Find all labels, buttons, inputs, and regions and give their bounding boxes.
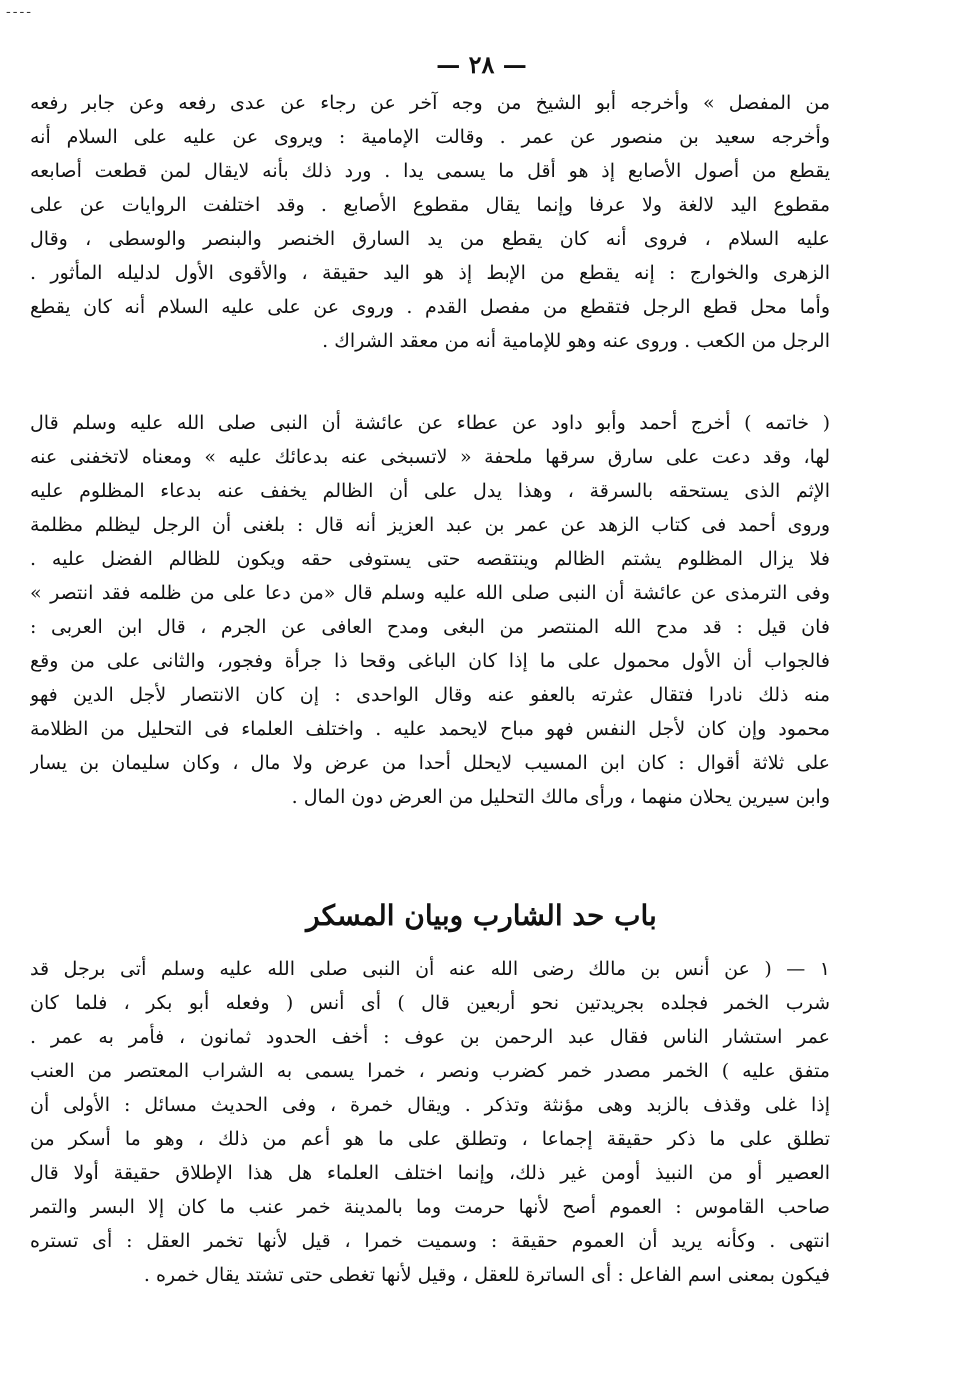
paragraph-1: [30, 86, 830, 358]
text-line: ١ — ( عن أنس بن مالك رضى الله عنه أن النبى صلى الله عليه وسلم أتى برجل قد: [30, 958, 830, 980]
text-line: وروى أحمد فى كتاب الزهد عن عمر بن عبد العزيز أنه قال : بلغنى أن الرجل ليظلم مظلمة: [30, 514, 830, 536]
text-line: فيكون بمعنى اسم الفاعل : أى الساترة للعقل ، وقيل لأنها تغطى حتى تشتد يقال خمره .: [143, 1264, 830, 1286]
text-line: العصير أو من النبيذ أومن غير ذلك، وإنما اختلف العلماء هل هذا الإطلاق حقيقة أولا قال: [30, 1162, 830, 1184]
text-line: وأخرجه سعيد بن منصور عن عمر . وقالت الإمامية : ويروى عن عليه على السلام أنه: [30, 126, 830, 148]
text-line: شرب الخمر فجلده بجريدتين نحو أربعين قال ) أى أنس ( وفعله أبو بكر ، فلما كان: [30, 992, 830, 1014]
text-line: من المفصل » وأخرجه أبو الشيخ من وجه آخر عن رجاء عن عدى رفعه وعن جابر رفعه: [30, 92, 830, 114]
text-line: مقطوع اليد لالغة ولا عرفا وإنما يقال مقطوع الأصابع . وقد اختلفت الروايات عن على: [30, 194, 830, 216]
text-line: انتهى . وكأنه يريد أن العموم حقيقة : وسميت خمرا ، قيل لأنها تخمر العقل : أى تستره: [30, 1230, 830, 1252]
text-line: فان قيل : قد مدح الله المنتصر من البغى ومدح العافى عن الجرم ، قال ابن العربى :: [30, 616, 830, 638]
text-line: يقطع من أصول الأصابع إذ هو أقل ما يسمى يدا . ورد ذلك بأنه لايقال لمن قطعت أصابعه: [30, 160, 830, 182]
text-line: الزهرى والخوارج : إنه يقطع من الإبط إذ هو اليد حقيقة ، والأقوى الأول لدليله المأثور .: [30, 262, 830, 284]
text-line: منه ذلك نادرا فتقال عثرته بالعفو عنه وقال الواحدى : إن كان الانتصار لأجل الدين فهو: [30, 684, 830, 706]
text-line: وفى الترمذى عن عائشة أن النبى صلى الله عليه وسلم قال «من دعا على من ظلمه فقد انتصر »: [30, 582, 830, 604]
text-line: إذا غلى وقذف بالزبد وهى مؤنثة وتذكر . ويقال خمرة ، وفى الحديث مسائل : الأولى أن: [30, 1094, 830, 1116]
text-line: على ثلاثة أقوال : كان ابن المسيب لايحلل أحدا من عرض ولا مال ، وكان سليمان بن يسار: [30, 752, 830, 774]
section-heading: باب حد الشارب وبيان المسكر: [306, 899, 657, 932]
paragraph-2: [30, 406, 830, 814]
text-line: الرجل من الكعب . وروى عنه وهو للإمامية أنه من معقد الشراك .: [322, 330, 830, 352]
text-line: وابن سيرين يحلان منهما ، ورأى مالك التحليل من العرض دون المال .: [291, 786, 830, 808]
corner-mark: ----: [6, 4, 33, 20]
text-line: محمود وإن كان لأجل النفس فهو مباح لايحمد عليه . واختلف العلماء فى التحليل من الظلامة: [30, 718, 830, 740]
text-line: فلا يزال المظلوم يشتم الظالم وينتقصه حتى يستوفى حقه ويكون للظالم الفضل عليه .: [30, 548, 830, 570]
text-line: عمر استشار الناس فقال عبد الرحمن بن عوف : أخف الحدود ثمانون ، فأمر به عمر .: [30, 1026, 830, 1048]
page-number: — ٢٨ —: [436, 50, 527, 79]
text-line: وأما محل قطع الرجل فتقطع من مفصل القدم . وروى عن على عليه السلام أنه كان يقطع: [30, 296, 830, 318]
text-line: صاحب القاموس : العموم أصح لأنها حرمت وما بالمدينة خمر عنب ما كان إلا البسر والتمر: [30, 1196, 830, 1218]
text-line: ( خاتمه ) أخرج أحمد وأبو داود عن عطاء عن عائشة أن النبى صلى الله عليه وسلم قال: [30, 412, 830, 434]
text-line: متفق عليه ) الخمر مصدر خمر كضرب ونصر ، خمرا يسمى به الشراب المعتصر من العنب: [30, 1060, 830, 1082]
text-line: الإثم الذى يستحقه بالسرقة ، وهذا يدل على أن الظالم يخفف عنه بدعاء المظلوم عليه: [30, 480, 830, 502]
text-line: عليه السلام ، فروى أنه كان يقطع من يد السارق الخنصر والبنصر والوسطى ، وقال: [30, 228, 830, 250]
text-line: فالجواب أن الأول محمول على ما إذا كان الباغى وقحا ذا جرأة وفجور، والثانى على من وقع: [30, 650, 830, 672]
text-line: تطلق على ما ذكر حقيقة إجماعا ، وتطلق على ما هو أعم من ذلك ، وهو ما أسكر من: [30, 1128, 830, 1150]
text-line: لها، وقد دعت على سارق سرقها ملحفة « لاتسبخى عنه بدعائك عليه » ومعناه لاتخفنى عنه: [30, 446, 830, 468]
paragraph-3: [30, 952, 830, 1292]
